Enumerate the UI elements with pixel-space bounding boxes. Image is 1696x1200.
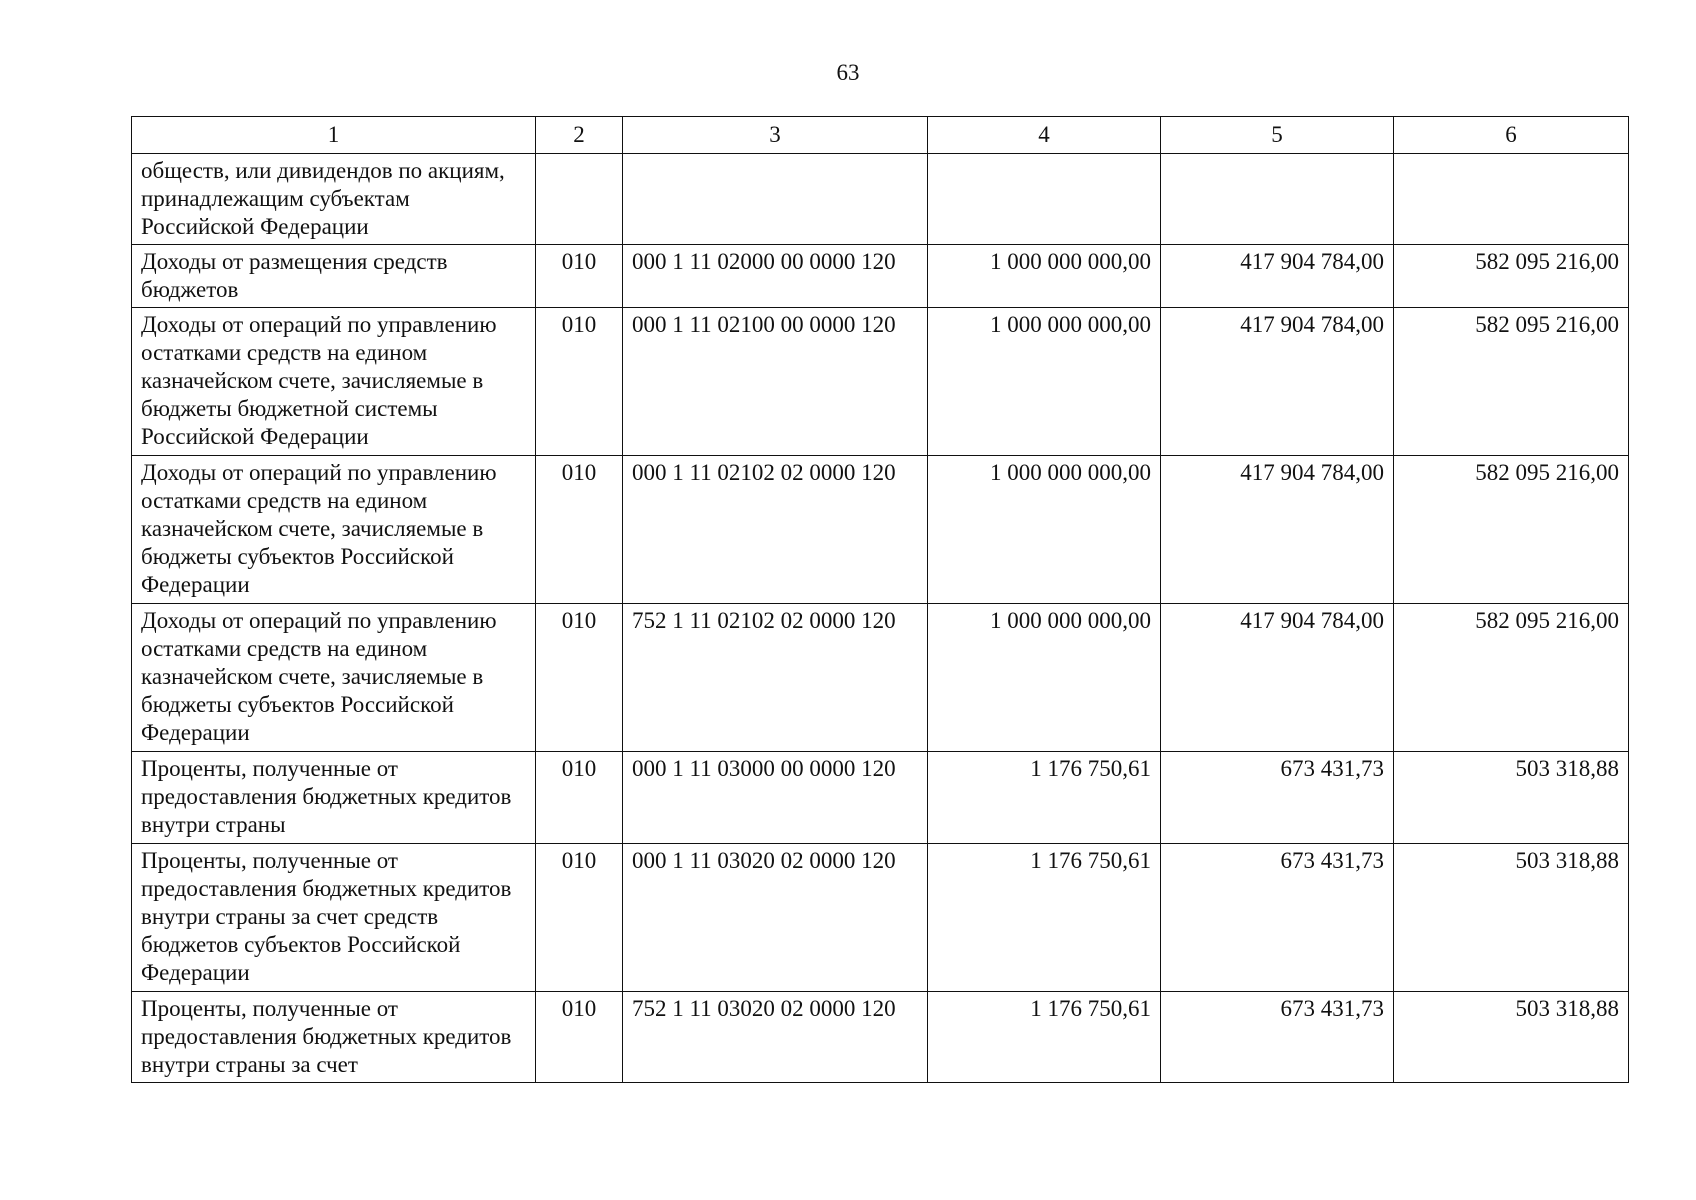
unexecuted-amount	[1394, 154, 1629, 245]
table-row	[132, 844, 1629, 992]
unexecuted-amount: 503 318,88	[1394, 844, 1629, 992]
approved-amount: 1 176 750,61	[928, 752, 1161, 844]
executed-amount: 417 904 784,00	[1161, 456, 1394, 604]
line-code: 010	[536, 604, 623, 752]
income-name: Доходы от операций по управлению остатками средств на едином казначейском счете, зачисляемые в бюджеты субъектов Российской Федерации	[132, 604, 536, 752]
column-header-5: 5	[1161, 117, 1394, 154]
executed-amount: 417 904 784,00	[1161, 245, 1394, 308]
budget-table	[131, 116, 1629, 1083]
income-name: обществ, или дивидендов по акциям, принадлежащим субъектам Российской Федерации	[132, 154, 536, 245]
table-row	[132, 456, 1629, 604]
executed-amount: 673 431,73	[1161, 844, 1394, 992]
unexecuted-amount: 582 095 216,00	[1394, 604, 1629, 752]
page-number: 63	[836, 60, 860, 85]
classification-code: 000 1 11 03020 02 0000 120	[623, 844, 928, 992]
income-name: Проценты, полученные от предоставления бюджетных кредитов внутри страны	[132, 752, 536, 844]
income-name: Доходы от размещения средств бюджетов	[132, 245, 536, 308]
table-row	[132, 752, 1629, 844]
line-code: 010	[536, 752, 623, 844]
executed-amount: 417 904 784,00	[1161, 308, 1394, 456]
income-name: Доходы от операций по управлению остатками средств на едином казначейском счете, зачисляемые в бюджеты субъектов Российской Федерации	[132, 456, 536, 604]
unexecuted-amount: 503 318,88	[1394, 992, 1629, 1083]
table-row	[132, 308, 1629, 456]
header-row	[132, 117, 1629, 154]
approved-amount: 1 000 000 000,00	[928, 604, 1161, 752]
column-header-6: 6	[1394, 117, 1629, 154]
column-header-1: 1	[132, 117, 536, 154]
line-code: 010	[536, 245, 623, 308]
line-code: 010	[536, 456, 623, 604]
unexecuted-amount: 582 095 216,00	[1394, 308, 1629, 456]
unexecuted-amount: 582 095 216,00	[1394, 245, 1629, 308]
column-header-3: 3	[623, 117, 928, 154]
line-code	[536, 154, 623, 245]
line-code: 010	[536, 844, 623, 992]
approved-amount	[928, 154, 1161, 245]
column-header-4: 4	[928, 117, 1161, 154]
executed-amount	[1161, 154, 1394, 245]
approved-amount: 1 176 750,61	[928, 844, 1161, 992]
line-code: 010	[536, 992, 623, 1083]
table-row	[132, 992, 1629, 1083]
income-name: Доходы от операций по управлению остатками средств на едином казначейском счете, зачисляемые в бюджеты бюджетной системы Российской Федерации	[132, 308, 536, 456]
classification-code: 000 1 11 02000 00 0000 120	[623, 245, 928, 308]
classification-code: 752 1 11 03020 02 0000 120	[623, 992, 928, 1083]
classification-code: 752 1 11 02102 02 0000 120	[623, 604, 928, 752]
table-row	[132, 245, 1629, 308]
column-header-2: 2	[536, 117, 623, 154]
table-row	[132, 604, 1629, 752]
executed-amount: 417 904 784,00	[1161, 604, 1394, 752]
executed-amount: 673 431,73	[1161, 992, 1394, 1083]
classification-code: 000 1 11 02102 02 0000 120	[623, 456, 928, 604]
approved-amount: 1 176 750,61	[928, 992, 1161, 1083]
classification-code	[623, 154, 928, 245]
executed-amount: 673 431,73	[1161, 752, 1394, 844]
classification-code: 000 1 11 02100 00 0000 120	[623, 308, 928, 456]
unexecuted-amount: 582 095 216,00	[1394, 456, 1629, 604]
income-name: Проценты, полученные от предоставления бюджетных кредитов внутри страны за счет	[132, 992, 536, 1083]
unexecuted-amount: 503 318,88	[1394, 752, 1629, 844]
approved-amount: 1 000 000 000,00	[928, 308, 1161, 456]
table-row	[132, 154, 1629, 245]
classification-code: 000 1 11 03000 00 0000 120	[623, 752, 928, 844]
line-code: 010	[536, 308, 623, 456]
income-name: Проценты, полученные от предоставления бюджетных кредитов внутри страны за счет средств бюджетов субъектов Российской Федерации	[132, 844, 536, 992]
approved-amount: 1 000 000 000,00	[928, 245, 1161, 308]
approved-amount: 1 000 000 000,00	[928, 456, 1161, 604]
